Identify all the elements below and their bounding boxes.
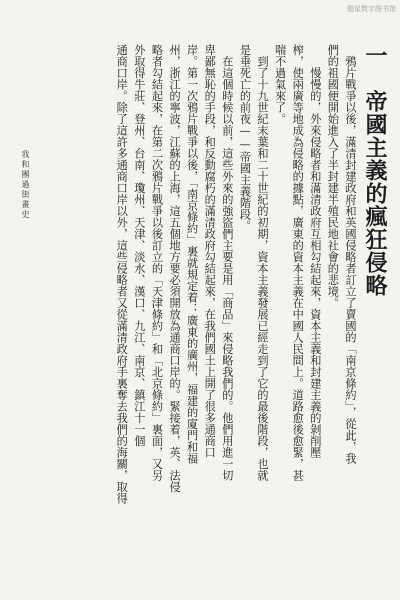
text-line: 通商口岸。除了這許多通商口岸以外，這些侵略者又從滿清政府手裏奪去我們的海關，取得 (115, 44, 129, 504)
text-line: 們的祖國便開始進入了半封建半殖民地社會的悲境。 (326, 44, 340, 309)
text-line: 到了十九世紀末葉和二十世紀的初期，資本主義發展已經走到了它的最後階段，也就 (256, 44, 270, 481)
text-line: 外取得牛莊、登州、台南、瓊州、天津、淡水、漢口、九江、南京、鎮江十一個 (132, 44, 146, 447)
text-line: 喘不過氣來了。 (273, 44, 287, 125)
watermark: 超星数字图书馆 (347, 5, 396, 13)
text-line: 鴉片戰爭以後，滿清封建政府和英國侵略者訂立了賣國的「南京條約」，從此，我 (344, 44, 357, 464)
text-line: 是垂死亡的前夜——帝國主義階段。 (238, 44, 252, 232)
text-line: 州，浙江的寧波，江蘇的上海，這五個地方要必須開放為通商口岸的。緊接着，英、法侵 (168, 44, 182, 493)
text-line: 慢慢的，外來侵略者和滿清政府互相勾結起來，資本主義和封建主義的剝削壓 (308, 44, 322, 458)
book-page (18, 44, 386, 580)
text-line: 榨，使兩廣等地成為侵略的據點，廣東的資本主義在中國人民間上。道路愈後愈緊，甚 (291, 44, 305, 481)
text-line: 卑鄙無恥的手段，和反動腐朽的滿清政府勾結起來，在我們國土上開了很多通商口 (203, 44, 217, 458)
text-line: 略者勾結起來，在第二次鴉片戰爭以後訂立的「天津條約」和「北京條約」裏面，又另 (150, 44, 164, 481)
text-line: 在這個時候以前，這些外來的強盜們主要是用「商品」來侵略我們的。他們用進一切 (220, 44, 234, 481)
running-head: 我和團過街畫史 (21, 150, 30, 220)
chapter-title: 一 帝國主義的瘋狂侵略 (362, 44, 388, 297)
text-line: 岸。第一次鴉片戰爭以後，「南京條約」裏就規定着：廣東的廣州，福建的廈門和福 (185, 44, 199, 464)
